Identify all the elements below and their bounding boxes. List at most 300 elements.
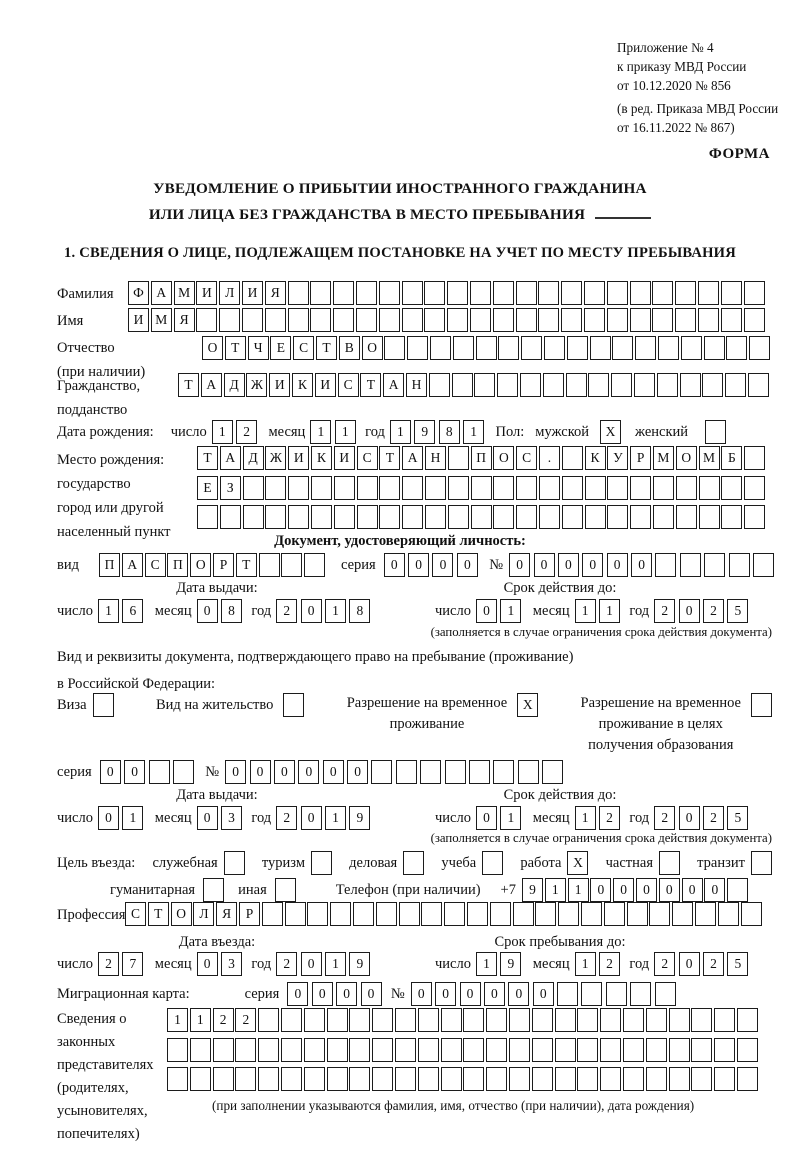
char-cell[interactable] — [627, 902, 648, 926]
char-cell[interactable]: 0 — [432, 553, 453, 577]
purpose-private-checkbox[interactable] — [659, 851, 680, 875]
char-cell[interactable] — [518, 760, 539, 784]
char-cell[interactable]: 0 — [509, 553, 530, 577]
char-cell[interactable]: 0 — [679, 952, 700, 976]
char-cell[interactable] — [691, 1008, 712, 1032]
char-cell[interactable] — [281, 1038, 302, 1062]
char-cell[interactable]: 0 — [301, 599, 322, 623]
char-cell[interactable] — [379, 505, 400, 529]
char-cell[interactable]: О — [493, 446, 514, 470]
char-cell[interactable] — [470, 281, 491, 305]
char-cell[interactable] — [748, 373, 769, 397]
char-cell[interactable] — [281, 553, 302, 577]
char-cell[interactable] — [493, 505, 514, 529]
char-cell[interactable] — [581, 982, 602, 1006]
char-cell[interactable] — [490, 902, 511, 926]
char-cell[interactable]: П — [471, 446, 492, 470]
char-cell[interactable]: Б — [721, 446, 742, 470]
char-cell[interactable] — [675, 281, 696, 305]
purpose-business-checkbox[interactable] — [403, 851, 424, 875]
char-cell[interactable]: Е — [270, 336, 291, 360]
char-cell[interactable] — [577, 1067, 598, 1091]
char-cell[interactable]: 0 — [679, 806, 700, 830]
char-cell[interactable] — [630, 281, 651, 305]
char-cell[interactable]: К — [585, 446, 606, 470]
char-cell[interactable] — [311, 505, 332, 529]
char-cell[interactable] — [653, 505, 674, 529]
char-cell[interactable] — [567, 336, 588, 360]
char-cell[interactable] — [566, 373, 587, 397]
char-cell[interactable] — [219, 308, 240, 332]
char-cell[interactable] — [538, 281, 559, 305]
char-cell[interactable]: Р — [630, 446, 651, 470]
char-cell[interactable]: 0 — [124, 760, 145, 784]
char-cell[interactable] — [493, 760, 514, 784]
char-cell[interactable]: В — [339, 336, 360, 360]
char-cell[interactable]: Т — [379, 446, 400, 470]
char-cell[interactable] — [396, 760, 417, 784]
char-cell[interactable] — [555, 1038, 576, 1062]
char-cell[interactable] — [441, 1067, 462, 1091]
char-cell[interactable] — [555, 1067, 576, 1091]
char-cell[interactable]: 2 — [213, 1008, 234, 1032]
char-cell[interactable] — [635, 336, 656, 360]
char-cell[interactable] — [243, 476, 264, 500]
char-cell[interactable] — [327, 1008, 348, 1032]
char-cell[interactable]: 2 — [276, 806, 297, 830]
char-cell[interactable] — [544, 336, 565, 360]
char-cell[interactable] — [676, 476, 697, 500]
char-cell[interactable] — [420, 760, 441, 784]
char-cell[interactable] — [581, 902, 602, 926]
temp-residence-checkbox[interactable]: X — [517, 693, 538, 717]
char-cell[interactable]: 9 — [522, 878, 543, 902]
char-cell[interactable] — [259, 553, 280, 577]
char-cell[interactable] — [311, 476, 332, 500]
char-cell[interactable] — [607, 476, 628, 500]
purpose-transit-checkbox[interactable] — [751, 851, 772, 875]
char-cell[interactable] — [577, 1038, 598, 1062]
char-cell[interactable] — [646, 1067, 667, 1091]
char-cell[interactable] — [356, 281, 377, 305]
char-cell[interactable]: 0 — [298, 760, 319, 784]
char-cell[interactable]: 1 — [568, 878, 589, 902]
char-cell[interactable] — [327, 1038, 348, 1062]
char-cell[interactable]: Я — [174, 308, 195, 332]
char-cell[interactable] — [657, 373, 678, 397]
char-cell[interactable]: 0 — [100, 760, 121, 784]
char-cell[interactable]: 0 — [361, 982, 382, 1006]
char-cell[interactable]: . — [539, 446, 560, 470]
char-cell[interactable]: 0 — [225, 760, 246, 784]
char-cell[interactable] — [334, 505, 355, 529]
char-cell[interactable]: 1 — [545, 878, 566, 902]
char-cell[interactable] — [486, 1008, 507, 1032]
char-cell[interactable]: Т — [225, 336, 246, 360]
char-cell[interactable]: 1 — [500, 599, 521, 623]
char-cell[interactable] — [590, 336, 611, 360]
char-cell[interactable] — [699, 476, 720, 500]
char-cell[interactable] — [509, 1067, 530, 1091]
char-cell[interactable] — [744, 446, 765, 470]
char-cell[interactable] — [538, 308, 559, 332]
char-cell[interactable] — [744, 308, 765, 332]
char-cell[interactable]: 0 — [411, 982, 432, 1006]
char-cell[interactable]: 5 — [727, 599, 748, 623]
char-cell[interactable] — [372, 1038, 393, 1062]
char-cell[interactable] — [630, 476, 651, 500]
char-cell[interactable] — [729, 553, 750, 577]
char-cell[interactable] — [173, 760, 194, 784]
char-cell[interactable]: О — [362, 336, 383, 360]
char-cell[interactable]: А — [151, 281, 172, 305]
char-cell[interactable] — [418, 1008, 439, 1032]
char-cell[interactable] — [288, 308, 309, 332]
char-cell[interactable] — [441, 1038, 462, 1062]
char-cell[interactable] — [702, 373, 723, 397]
char-cell[interactable] — [357, 505, 378, 529]
char-cell[interactable] — [658, 336, 679, 360]
char-cell[interactable]: 0 — [476, 806, 497, 830]
char-cell[interactable] — [265, 476, 286, 500]
char-cell[interactable] — [681, 336, 702, 360]
char-cell[interactable]: И — [288, 446, 309, 470]
char-cell[interactable] — [584, 308, 605, 332]
char-cell[interactable] — [600, 1008, 621, 1032]
char-cell[interactable] — [539, 505, 560, 529]
char-cell[interactable] — [699, 505, 720, 529]
char-cell[interactable] — [190, 1067, 211, 1091]
char-cell[interactable]: 0 — [323, 760, 344, 784]
char-cell[interactable] — [243, 505, 264, 529]
char-cell[interactable] — [721, 308, 742, 332]
char-cell[interactable] — [698, 308, 719, 332]
char-cell[interactable]: 0 — [476, 599, 497, 623]
char-cell[interactable] — [334, 476, 355, 500]
char-cell[interactable] — [698, 281, 719, 305]
char-cell[interactable]: 0 — [533, 982, 554, 1006]
char-cell[interactable] — [304, 1038, 325, 1062]
char-cell[interactable] — [470, 308, 491, 332]
char-cell[interactable]: 1 — [335, 420, 356, 444]
char-cell[interactable] — [737, 1038, 758, 1062]
char-cell[interactable] — [630, 505, 651, 529]
char-cell[interactable] — [372, 1067, 393, 1091]
char-cell[interactable]: 0 — [679, 599, 700, 623]
char-cell[interactable] — [304, 1008, 325, 1032]
char-cell[interactable]: 2 — [276, 952, 297, 976]
char-cell[interactable]: Н — [406, 373, 427, 397]
char-cell[interactable] — [606, 982, 627, 1006]
char-cell[interactable] — [497, 373, 518, 397]
char-cell[interactable]: И — [269, 373, 290, 397]
char-cell[interactable]: 0 — [613, 878, 634, 902]
char-cell[interactable] — [727, 878, 748, 902]
char-cell[interactable]: 2 — [703, 806, 724, 830]
char-cell[interactable] — [607, 308, 628, 332]
char-cell[interactable] — [349, 1008, 370, 1032]
char-cell[interactable]: 0 — [682, 878, 703, 902]
char-cell[interactable] — [281, 1008, 302, 1032]
char-cell[interactable]: 0 — [460, 982, 481, 1006]
char-cell[interactable] — [669, 1008, 690, 1032]
char-cell[interactable] — [424, 308, 445, 332]
char-cell[interactable] — [167, 1067, 188, 1091]
char-cell[interactable] — [630, 308, 651, 332]
char-cell[interactable]: Л — [193, 902, 214, 926]
purpose-work-checkbox[interactable]: X — [567, 851, 588, 875]
char-cell[interactable]: Н — [425, 446, 446, 470]
char-cell[interactable] — [539, 476, 560, 500]
char-cell[interactable] — [463, 1008, 484, 1032]
char-cell[interactable]: 8 — [439, 420, 460, 444]
char-cell[interactable] — [418, 1038, 439, 1062]
char-cell[interactable] — [376, 902, 397, 926]
char-cell[interactable] — [604, 902, 625, 926]
char-cell[interactable] — [402, 505, 423, 529]
char-cell[interactable]: Т — [316, 336, 337, 360]
char-cell[interactable]: 2 — [276, 599, 297, 623]
char-cell[interactable]: Ж — [246, 373, 267, 397]
char-cell[interactable] — [725, 373, 746, 397]
char-cell[interactable] — [463, 1038, 484, 1062]
char-cell[interactable] — [634, 373, 655, 397]
char-cell[interactable] — [430, 336, 451, 360]
char-cell[interactable] — [532, 1038, 553, 1062]
char-cell[interactable] — [652, 281, 673, 305]
char-cell[interactable] — [600, 1038, 621, 1062]
char-cell[interactable] — [714, 1038, 735, 1062]
char-cell[interactable]: 0 — [384, 553, 405, 577]
char-cell[interactable] — [721, 281, 742, 305]
char-cell[interactable] — [349, 1038, 370, 1062]
char-cell[interactable] — [469, 760, 490, 784]
char-cell[interactable] — [262, 902, 283, 926]
char-cell[interactable]: 1 — [98, 599, 119, 623]
char-cell[interactable]: 3 — [221, 952, 242, 976]
char-cell[interactable] — [513, 902, 534, 926]
char-cell[interactable]: 1 — [325, 806, 346, 830]
char-cell[interactable] — [516, 308, 537, 332]
char-cell[interactable] — [371, 760, 392, 784]
char-cell[interactable]: 0 — [347, 760, 368, 784]
char-cell[interactable] — [258, 1038, 279, 1062]
char-cell[interactable]: Р — [213, 553, 234, 577]
char-cell[interactable] — [353, 902, 374, 926]
char-cell[interactable]: 0 — [582, 553, 603, 577]
char-cell[interactable]: 1 — [500, 806, 521, 830]
char-cell[interactable]: 8 — [349, 599, 370, 623]
char-cell[interactable] — [672, 902, 693, 926]
char-cell[interactable] — [493, 308, 514, 332]
char-cell[interactable] — [532, 1008, 553, 1032]
char-cell[interactable] — [561, 281, 582, 305]
char-cell[interactable]: А — [383, 373, 404, 397]
char-cell[interactable] — [718, 902, 739, 926]
char-cell[interactable] — [471, 505, 492, 529]
char-cell[interactable] — [281, 1067, 302, 1091]
char-cell[interactable]: 1 — [122, 806, 143, 830]
char-cell[interactable]: Д — [243, 446, 264, 470]
char-cell[interactable]: 0 — [558, 553, 579, 577]
char-cell[interactable]: 8 — [221, 599, 242, 623]
char-cell[interactable] — [655, 553, 676, 577]
char-cell[interactable]: 1 — [575, 952, 596, 976]
char-cell[interactable] — [737, 1067, 758, 1091]
char-cell[interactable] — [704, 553, 725, 577]
char-cell[interactable]: Т — [178, 373, 199, 397]
char-cell[interactable]: 2 — [599, 952, 620, 976]
char-cell[interactable] — [448, 446, 469, 470]
visa-checkbox[interactable] — [93, 693, 114, 717]
char-cell[interactable]: Р — [239, 902, 260, 926]
char-cell[interactable] — [288, 505, 309, 529]
char-cell[interactable] — [612, 336, 633, 360]
char-cell[interactable] — [737, 1008, 758, 1032]
char-cell[interactable] — [675, 308, 696, 332]
char-cell[interactable] — [429, 373, 450, 397]
char-cell[interactable] — [600, 1067, 621, 1091]
char-cell[interactable]: Т — [360, 373, 381, 397]
char-cell[interactable] — [516, 476, 537, 500]
char-cell[interactable] — [726, 336, 747, 360]
char-cell[interactable] — [607, 281, 628, 305]
char-cell[interactable] — [418, 1067, 439, 1091]
char-cell[interactable] — [555, 1008, 576, 1032]
char-cell[interactable] — [197, 505, 218, 529]
char-cell[interactable] — [630, 982, 651, 1006]
char-cell[interactable] — [258, 1008, 279, 1032]
char-cell[interactable] — [669, 1038, 690, 1062]
char-cell[interactable]: К — [311, 446, 332, 470]
char-cell[interactable]: Т — [197, 446, 218, 470]
char-cell[interactable]: М — [699, 446, 720, 470]
char-cell[interactable] — [721, 476, 742, 500]
char-cell[interactable]: 0 — [301, 806, 322, 830]
char-cell[interactable] — [486, 1067, 507, 1091]
char-cell[interactable] — [744, 281, 765, 305]
char-cell[interactable] — [669, 1067, 690, 1091]
char-cell[interactable] — [611, 373, 632, 397]
char-cell[interactable] — [680, 373, 701, 397]
char-cell[interactable]: 2 — [599, 806, 620, 830]
char-cell[interactable] — [448, 505, 469, 529]
char-cell[interactable]: С — [145, 553, 166, 577]
char-cell[interactable] — [333, 281, 354, 305]
purpose-tourism-checkbox[interactable] — [311, 851, 332, 875]
char-cell[interactable]: 2 — [98, 952, 119, 976]
char-cell[interactable] — [288, 281, 309, 305]
char-cell[interactable] — [265, 308, 286, 332]
char-cell[interactable]: А — [220, 446, 241, 470]
char-cell[interactable]: К — [292, 373, 313, 397]
char-cell[interactable] — [379, 281, 400, 305]
char-cell[interactable]: 1 — [167, 1008, 188, 1032]
char-cell[interactable] — [721, 505, 742, 529]
char-cell[interactable] — [588, 373, 609, 397]
char-cell[interactable] — [652, 308, 673, 332]
char-cell[interactable] — [535, 902, 556, 926]
char-cell[interactable]: Д — [224, 373, 245, 397]
char-cell[interactable]: О — [202, 336, 223, 360]
char-cell[interactable] — [379, 476, 400, 500]
char-cell[interactable] — [235, 1067, 256, 1091]
char-cell[interactable] — [532, 1067, 553, 1091]
char-cell[interactable]: З — [220, 476, 241, 500]
char-cell[interactable]: 1 — [390, 420, 411, 444]
char-cell[interactable]: Л — [219, 281, 240, 305]
sex-male-checkbox[interactable]: X — [600, 420, 621, 444]
char-cell[interactable]: 9 — [349, 806, 370, 830]
char-cell[interactable]: 0 — [484, 982, 505, 1006]
char-cell[interactable] — [649, 902, 670, 926]
char-cell[interactable] — [453, 336, 474, 360]
char-cell[interactable]: 2 — [703, 952, 724, 976]
char-cell[interactable] — [395, 1067, 416, 1091]
char-cell[interactable]: П — [99, 553, 120, 577]
char-cell[interactable] — [543, 373, 564, 397]
char-cell[interactable]: 1 — [325, 952, 346, 976]
char-cell[interactable] — [562, 476, 583, 500]
char-cell[interactable]: 9 — [500, 952, 521, 976]
char-cell[interactable] — [285, 902, 306, 926]
char-cell[interactable]: 1 — [310, 420, 331, 444]
char-cell[interactable]: 2 — [235, 1008, 256, 1032]
char-cell[interactable] — [577, 1008, 598, 1032]
char-cell[interactable]: И — [128, 308, 149, 332]
char-cell[interactable]: С — [516, 446, 537, 470]
char-cell[interactable]: Т — [236, 553, 257, 577]
char-cell[interactable]: 0 — [631, 553, 652, 577]
char-cell[interactable]: И — [334, 446, 355, 470]
char-cell[interactable]: 0 — [287, 982, 308, 1006]
char-cell[interactable]: 3 — [221, 806, 242, 830]
char-cell[interactable] — [691, 1067, 712, 1091]
char-cell[interactable]: 0 — [508, 982, 529, 1006]
char-cell[interactable] — [585, 505, 606, 529]
char-cell[interactable] — [714, 1008, 735, 1032]
char-cell[interactable] — [441, 1008, 462, 1032]
char-cell[interactable]: Ж — [265, 446, 286, 470]
char-cell[interactable]: 6 — [122, 599, 143, 623]
char-cell[interactable] — [471, 476, 492, 500]
char-cell[interactable]: 0 — [98, 806, 119, 830]
char-cell[interactable] — [447, 281, 468, 305]
char-cell[interactable]: 0 — [274, 760, 295, 784]
char-cell[interactable]: 1 — [212, 420, 233, 444]
char-cell[interactable]: 0 — [590, 878, 611, 902]
char-cell[interactable] — [509, 1038, 530, 1062]
char-cell[interactable] — [741, 902, 762, 926]
char-cell[interactable] — [486, 1038, 507, 1062]
char-cell[interactable]: 0 — [197, 806, 218, 830]
char-cell[interactable] — [402, 281, 423, 305]
purpose-humanitarian-checkbox[interactable] — [203, 878, 224, 902]
char-cell[interactable]: О — [190, 553, 211, 577]
char-cell[interactable]: 0 — [659, 878, 680, 902]
char-cell[interactable]: 1 — [575, 599, 596, 623]
char-cell[interactable]: 9 — [349, 952, 370, 976]
char-cell[interactable] — [402, 476, 423, 500]
char-cell[interactable]: 0 — [312, 982, 333, 1006]
char-cell[interactable]: 1 — [190, 1008, 211, 1032]
char-cell[interactable]: О — [676, 446, 697, 470]
char-cell[interactable] — [149, 760, 170, 784]
char-cell[interactable] — [493, 281, 514, 305]
char-cell[interactable]: А — [201, 373, 222, 397]
char-cell[interactable]: 0 — [336, 982, 357, 1006]
char-cell[interactable] — [349, 1067, 370, 1091]
